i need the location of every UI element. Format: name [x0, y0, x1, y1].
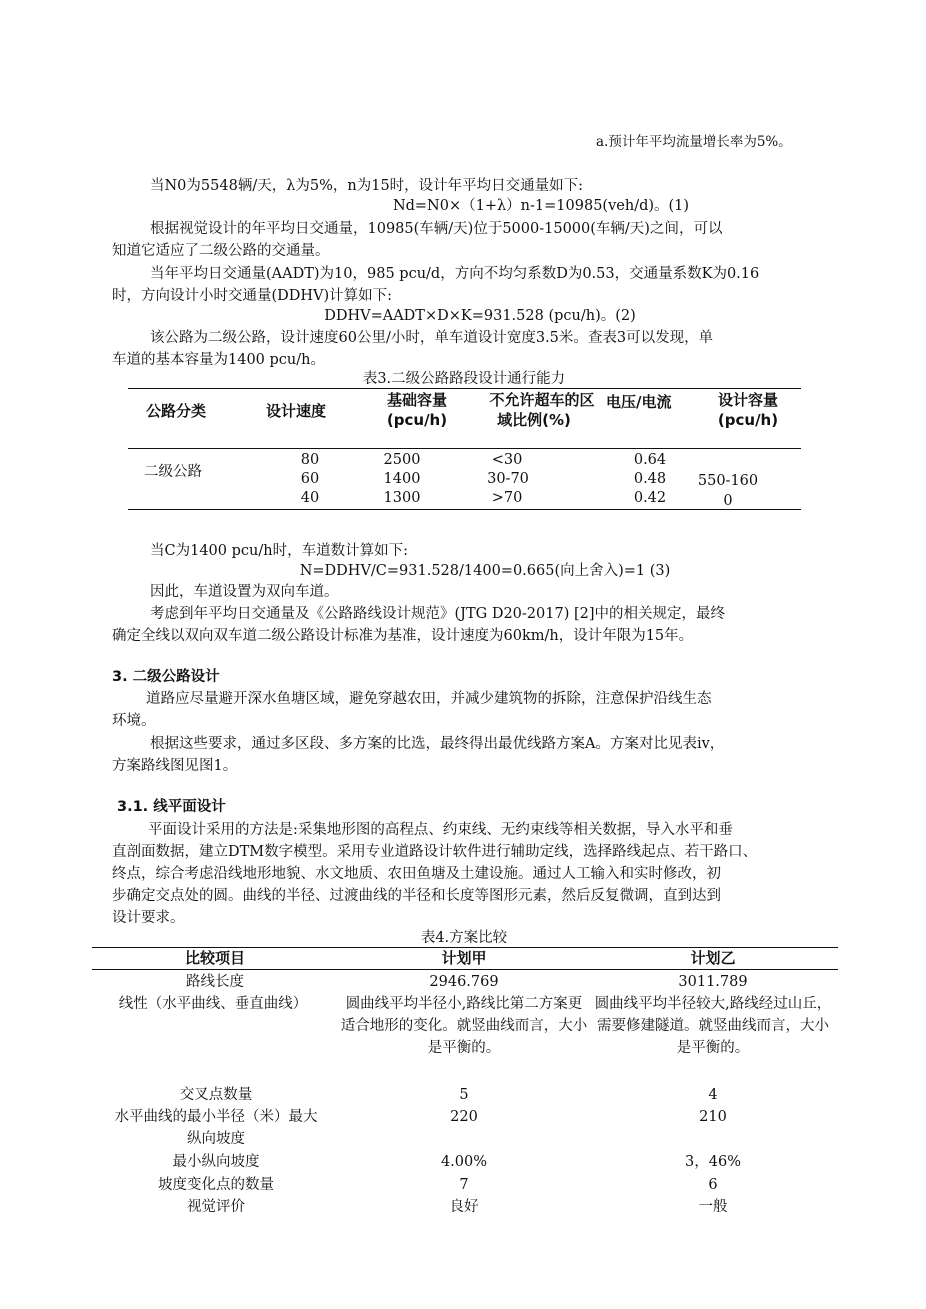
table4-header-plan-a: 计划甲 — [441, 949, 487, 967]
paragraph-text: 考虑到年平均日交通量及《公路路线设计规范》(JTG D20-2017) [2]中的相关规定，最终 — [150, 606, 726, 622]
paragraph-text: 环境。 — [112, 713, 156, 729]
paragraph-text: 当C为1400 pcu/h时，车道数计算如下: — [150, 543, 408, 559]
table4-plan-b: 一般 — [698, 1199, 728, 1215]
table3-bottom-rule — [128, 509, 801, 510]
table3-caption: 表3.二级公路路段设计通行能力 — [362, 371, 566, 387]
table4-plan-a: 5 — [459, 1087, 469, 1103]
paragraph-text: 因此，车道设置为双向车道。 — [150, 584, 339, 600]
table4-item-cont: 纵向坡度 — [187, 1131, 245, 1147]
section-3-heading: 3. 二级公路设计 — [112, 669, 220, 685]
table4-plan-b: 圆曲线平均半径较大,路线经过山丘，需要修建隧道。就竖曲线而言，大小是平衡的。 — [594, 996, 832, 1056]
paragraph-text: 时，方向设计小时交通量(DDHV)计算如下: — [112, 288, 393, 304]
paragraph-text: 方案路线图见图1。 — [112, 758, 238, 774]
table3-speed: 60 — [300, 471, 320, 487]
table4-plan-b: 3011.789 — [678, 974, 748, 990]
equation-1: Nd=N0×（1+λ）n-1=10985(veh/d)。(1) — [392, 198, 690, 214]
table3-header-design-capacity: 设计容量 — [717, 391, 779, 409]
table3-header-vc: 电压/电流 — [606, 393, 672, 411]
table3-design-capacity-cont: 0 — [723, 493, 733, 509]
table4-header-rule — [92, 969, 838, 970]
table3-header-no-pass-ratio: 不允许超车的区 — [489, 391, 595, 409]
paragraph-text: 车道的基本容量为1400 pcu/h。 — [112, 352, 325, 368]
table3-speed: 40 — [300, 490, 320, 506]
table3-top-rule — [128, 388, 801, 389]
table-footnote: a.预计年平均流量增长率为5%。 — [596, 134, 792, 150]
table3-vc: 0.42 — [633, 490, 667, 506]
table4-item: 交叉点数量 — [179, 1087, 253, 1103]
paragraph-text: 根据这些要求，通过多区段、多方案的比选，最终得出最优线路方案A。方案对比见表iv， — [150, 736, 725, 752]
paragraph-text: 步确定交点处的圆。曲线的半径、过渡曲线的半径和长度等图形元素，然后反复微调，直到达到 — [112, 888, 721, 904]
table3-header-base-capacity-unit: (pcu/h) — [386, 411, 448, 429]
paragraph-text: 确定全线以双向双车道二级公路设计标准为基准，设计速度为60km/h，设计年限为15年。 — [112, 628, 694, 644]
paragraph-text: 当N0为5548辆/天，λ为5%，n为15时，设计年平均日交通量如下: — [150, 178, 584, 194]
table3-ratio: 30-70 — [487, 471, 529, 487]
table3-header-rule — [128, 448, 801, 449]
section-3-1-heading: 3.1. 线平面设计 — [117, 799, 226, 815]
table3-base: 1300 — [383, 490, 421, 506]
table4-plan-b: 210 — [699, 1109, 727, 1125]
paragraph-text: 知道它适应了二级公路的交通量。 — [112, 243, 330, 259]
table4-plan-b: 6 — [708, 1177, 718, 1193]
paragraph-text: 终点，综合考虑沿线地形地貌、水文地质、农田鱼塘及土建设施。通过人工输入和实时修改，初 — [112, 866, 721, 882]
table4-item: 线性（水平曲线、垂直曲线） — [118, 996, 308, 1012]
table3-header-no-pass-ratio-unit: 域比例(%) — [497, 411, 571, 429]
table4-plan-a: 圆曲线平均半径小,路线比第二方案更适合地形的变化。就竖曲线而言，大小是平衡的。 — [340, 996, 588, 1056]
table4-caption: 表4.方案比较 — [420, 930, 508, 946]
paragraph-text: 道路应尽量避开深水鱼塘区域，避免穿越农田，并减少建筑物的拆除，注意保护沿线生态 — [146, 691, 712, 707]
table4-plan-a: 2946.769 — [429, 974, 499, 990]
table3-design-capacity: 550-160 — [697, 473, 759, 489]
table4-plan-a: 良好 — [449, 1199, 479, 1215]
table3-category: 二级公路 — [144, 464, 202, 480]
table3-base: 1400 — [383, 471, 421, 487]
table4-item: 路线长度 — [186, 974, 244, 990]
paragraph-text: 当年平均日交通量(AADT)为10，985 pcu/d，方向不均匀系数D为0.53，交通量系数K为0.16 — [150, 266, 760, 282]
table3-ratio: <30 — [491, 452, 523, 468]
table4-item: 坡度变化点的数量 — [158, 1177, 274, 1193]
table4-plan-a: 4.00% — [440, 1154, 488, 1170]
table4-plan-a: 7 — [459, 1177, 469, 1193]
paragraph-text: 直剖面数据，建立DTM数字模型。采用专业道路设计软件进行辅助定线，选择路线起点、若干路口、 — [112, 844, 758, 860]
table3-header-base-capacity: 基础容量 — [386, 391, 448, 409]
table3-header-speed: 设计速度 — [266, 402, 327, 420]
table3-speed: 80 — [300, 452, 320, 468]
table3-vc: 0.64 — [633, 452, 667, 468]
paragraph-text: 根据视觉设计的年平均日交通量，10985(车辆/天)位于5000-15000(车辆/天)之间，可以 — [150, 221, 723, 237]
paragraph-text: 设计要求。 — [112, 910, 185, 926]
paragraph-text: 平面设计采用的方法是:采集地形图的高程点、约束线、无约束线等相关数据，导入水平和垂 — [148, 822, 733, 838]
table3-header-design-capacity-unit: (pcu/h) — [717, 411, 779, 429]
table4-header-item: 比较项目 — [184, 949, 246, 967]
table4-header-plan-b: 计划乙 — [690, 949, 736, 967]
equation-2: DDHV=AADT×D×K=931.528 (pcu/h)。(2) — [324, 308, 636, 324]
table3-header-category: 公路分类 — [146, 402, 207, 420]
table3-ratio: >70 — [491, 490, 523, 506]
table4-item: 最小纵向坡度 — [172, 1154, 260, 1170]
table3-base: 2500 — [383, 452, 421, 468]
equation-3: N=DDHV/C=931.528/1400=0.665(向上舍入)=1 (3) — [299, 563, 671, 579]
table4-plan-a: 220 — [450, 1109, 478, 1125]
table4-item: 视觉评价 — [187, 1199, 245, 1215]
table4-item: 水平曲线的最小半径（米）最大 — [114, 1109, 318, 1125]
table4-plan-b: 4 — [708, 1087, 718, 1103]
paragraph-text: 该公路为二级公路，设计速度60公里/小时，单车道设计宽度3.5米。查表3可以发现，单 — [150, 330, 714, 346]
table3-vc: 0.48 — [633, 471, 667, 487]
table4-plan-b: 3，46% — [685, 1154, 741, 1170]
